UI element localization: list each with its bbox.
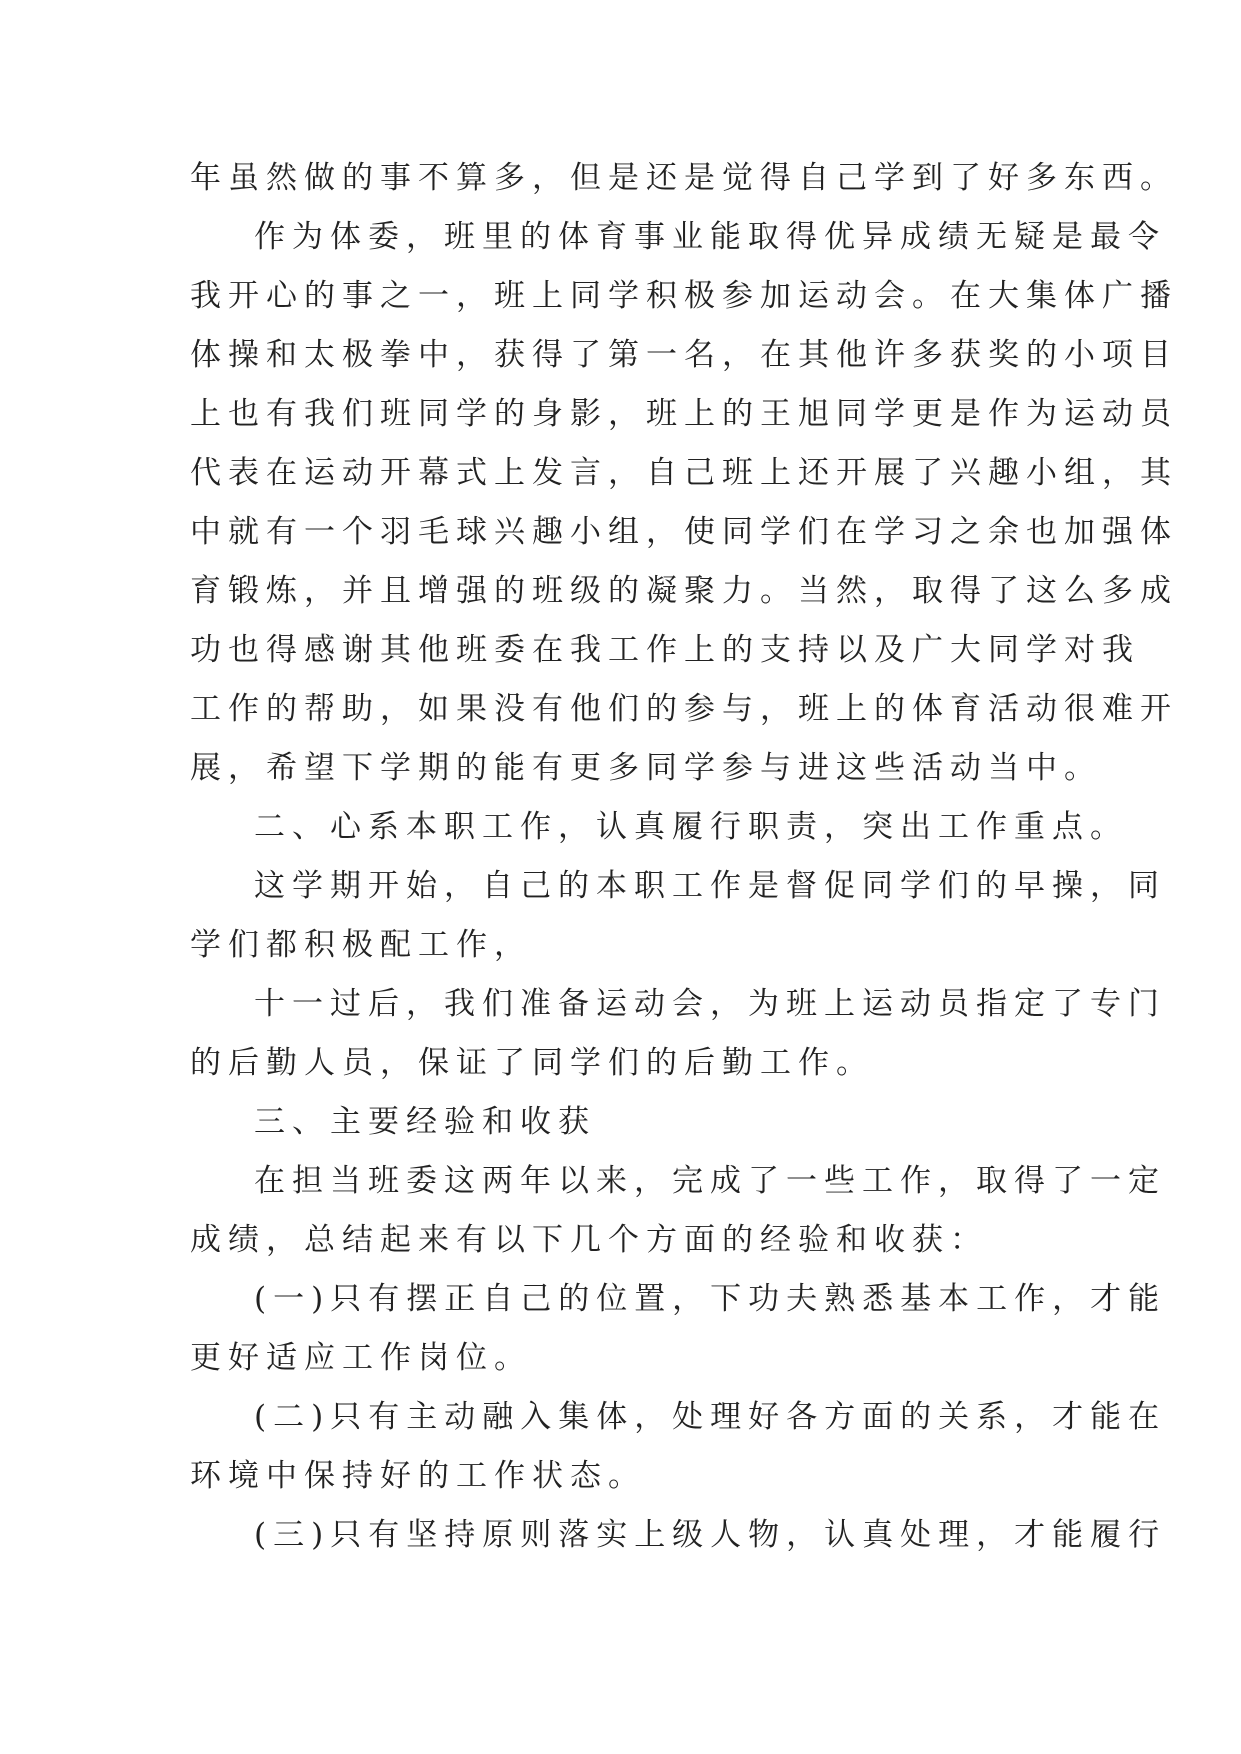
- text-line: 工作的帮助，如果没有他们的参与，班上的体育活动很难开: [190, 691, 1178, 727]
- text-line: 学们都积极配工作，: [190, 927, 532, 963]
- text-line: 功也得感谢其他班委在我工作上的支持以及广大同学对我: [190, 632, 1140, 668]
- text-line: 我开心的事之一，班上同学积极参加运动会。在大集体广播: [190, 278, 1178, 314]
- section-heading: 三、主要经验和收获: [254, 1104, 596, 1140]
- text-line: 作为体委，班里的体育事业能取得优异成绩无疑是最令: [254, 219, 1166, 255]
- text-line: 成绩，总结起来有以下几个方面的经验和收获：: [190, 1222, 988, 1258]
- text-line: 这学期开始，自己的本职工作是督促同学们的早操，同: [254, 868, 1166, 904]
- text-line: 十一过后，我们准备运动会，为班上运动员指定了专门: [254, 986, 1166, 1022]
- text-line: 的后勤人员，保证了同学们的后勤工作。: [190, 1045, 874, 1081]
- text-line: 环境中保持好的工作状态。: [190, 1458, 646, 1494]
- text-line: 展，希望下学期的能有更多同学参与进这些活动当中。: [190, 750, 1102, 786]
- text-line: 上也有我们班同学的身影，班上的王旭同学更是作为运动员: [190, 396, 1178, 432]
- section-heading: 二、心系本职工作，认真履行职责，突出工作重点。: [254, 809, 1128, 845]
- text-line: 年虽然做的事不算多，但是还是觉得自己学到了好多东西。: [190, 160, 1178, 196]
- list-item: (一)只有摆正自己的位置，下功夫熟悉基本工作，才能: [254, 1281, 1167, 1317]
- text-line: 中就有一个羽毛球兴趣小组，使同学们在学习之余也加强体: [190, 514, 1178, 550]
- text-line: 育锻炼，并且增强的班级的凝聚力。当然，取得了这么多成: [190, 573, 1178, 609]
- text-line: 在担当班委这两年以来，完成了一些工作，取得了一定: [254, 1163, 1166, 1199]
- text-line: 体操和太极拳中，获得了第一名，在其他许多获奖的小项目: [190, 337, 1178, 373]
- text-line: 更好适应工作岗位。: [190, 1340, 532, 1376]
- text-line: 代表在运动开幕式上发言，自己班上还开展了兴趣小组，其: [190, 455, 1178, 491]
- list-item: (二)只有主动融入集体，处理好各方面的关系，才能在: [254, 1399, 1167, 1435]
- list-item: (三)只有坚持原则落实上级人物，认真处理，才能履行: [254, 1517, 1167, 1553]
